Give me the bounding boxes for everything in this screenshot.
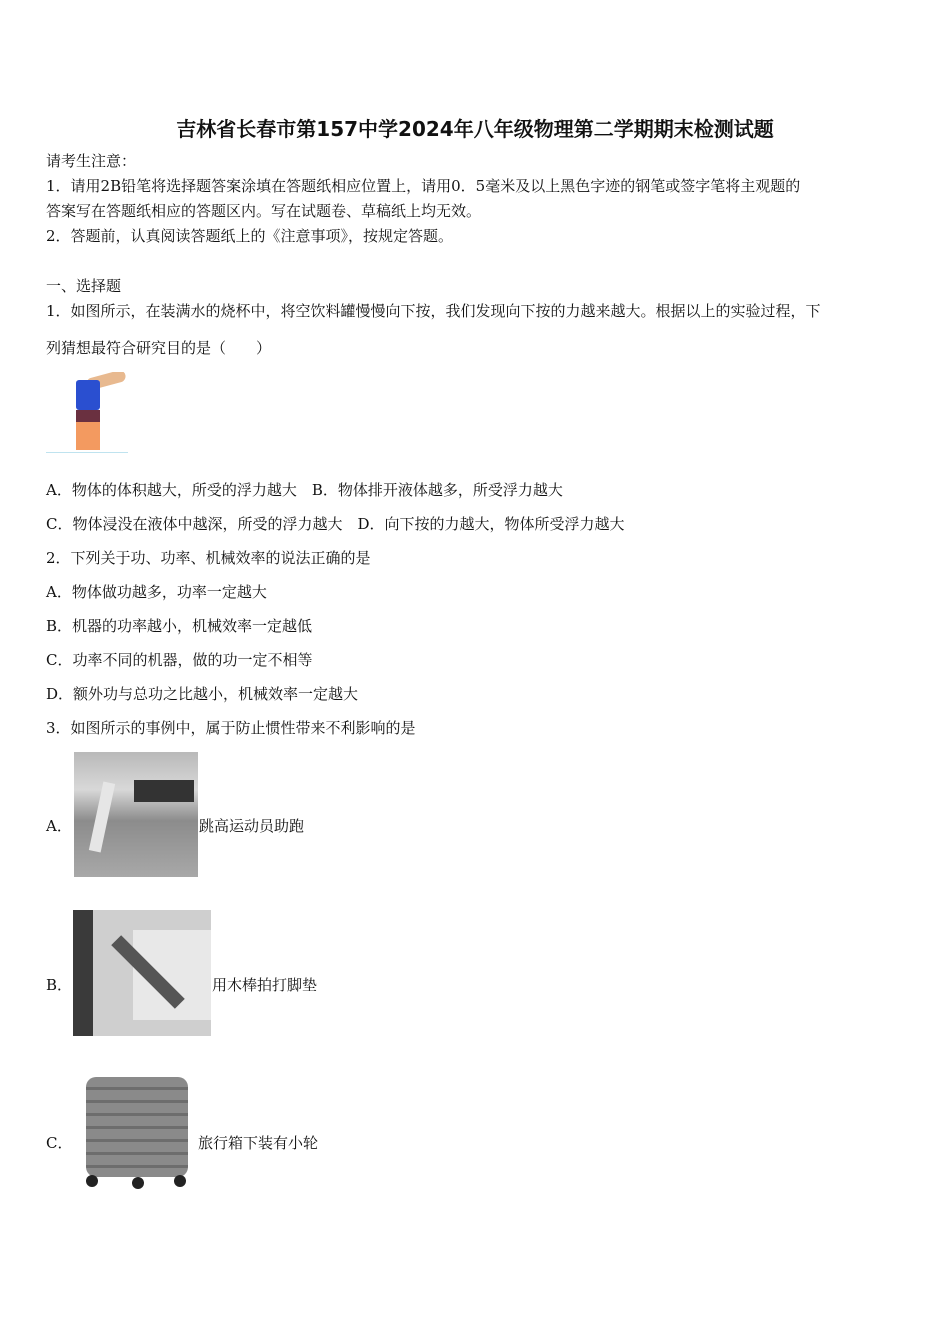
notice-line: 1．请用2B铅笔将选择题答案涂填在答题纸相应位置上，请用0．5毫米及以上黑色字迹的钢笔或签字笔将主观题的	[46, 177, 801, 195]
q2-option: B．机器的功率越小，机械效率一定越低	[46, 617, 313, 635]
q3-option-text: 旅行箱下装有小轮	[198, 1134, 319, 1152]
q3-option-letter: A．	[46, 817, 72, 835]
q2-option: C．功率不同的机器，做的功一定不相等	[46, 651, 313, 669]
q2-stem: 2．下列关于功、功率、机械效率的说法正确的是	[46, 549, 371, 567]
section-heading: 一、选择题	[46, 277, 122, 295]
page-title: 吉林省长春市第157中学2024年八年级物理第二学期期末检测试题	[176, 117, 774, 141]
q1-stem: 列猜想最符合研究目的是（ ）	[46, 339, 272, 357]
q3-option-letter: B．	[46, 976, 73, 994]
q1-option: A．物体的体积越大，所受的浮力越大 B．物体排开液体越多，所受浮力越大	[46, 481, 563, 499]
q2-option: D．额外功与总功之比越小，机械效率一定越大	[46, 685, 359, 703]
high-jump-image	[74, 752, 198, 877]
q1-can-image	[46, 372, 128, 454]
q2-option: A．物体做功越多，功率一定越大	[46, 583, 267, 601]
q1-stem: 1．如图所示，在装满水的烧杯中，将空饮料罐慢慢向下按，我们发现向下按的力越来越大。根据以上的实验过程，下	[46, 302, 821, 320]
q3-option-letter: C．	[46, 1134, 73, 1152]
suitcase-image	[80, 1075, 192, 1190]
q3-option-text: 用木棒拍打脚垫	[212, 976, 318, 994]
q3-stem: 3．如图所示的事例中，属于防止惯性带来不利影响的是	[46, 719, 416, 737]
notice-line: 答案写在答题纸相应的答题区内。写在试题卷、草稿纸上均无效。	[46, 202, 482, 220]
notice-heading: 请考生注意：	[46, 152, 137, 170]
q1-option: C．物体浸没在液体中越深，所受的浮力越大 D．向下按的力越大，物体所受浮力越大	[46, 515, 625, 533]
beating-mat-image	[73, 910, 211, 1036]
notice-line: 2．答题前，认真阅读答题纸上的《注意事项》，按规定答题。	[46, 227, 454, 245]
q3-option-text: 跳高运动员助跑	[199, 817, 305, 835]
